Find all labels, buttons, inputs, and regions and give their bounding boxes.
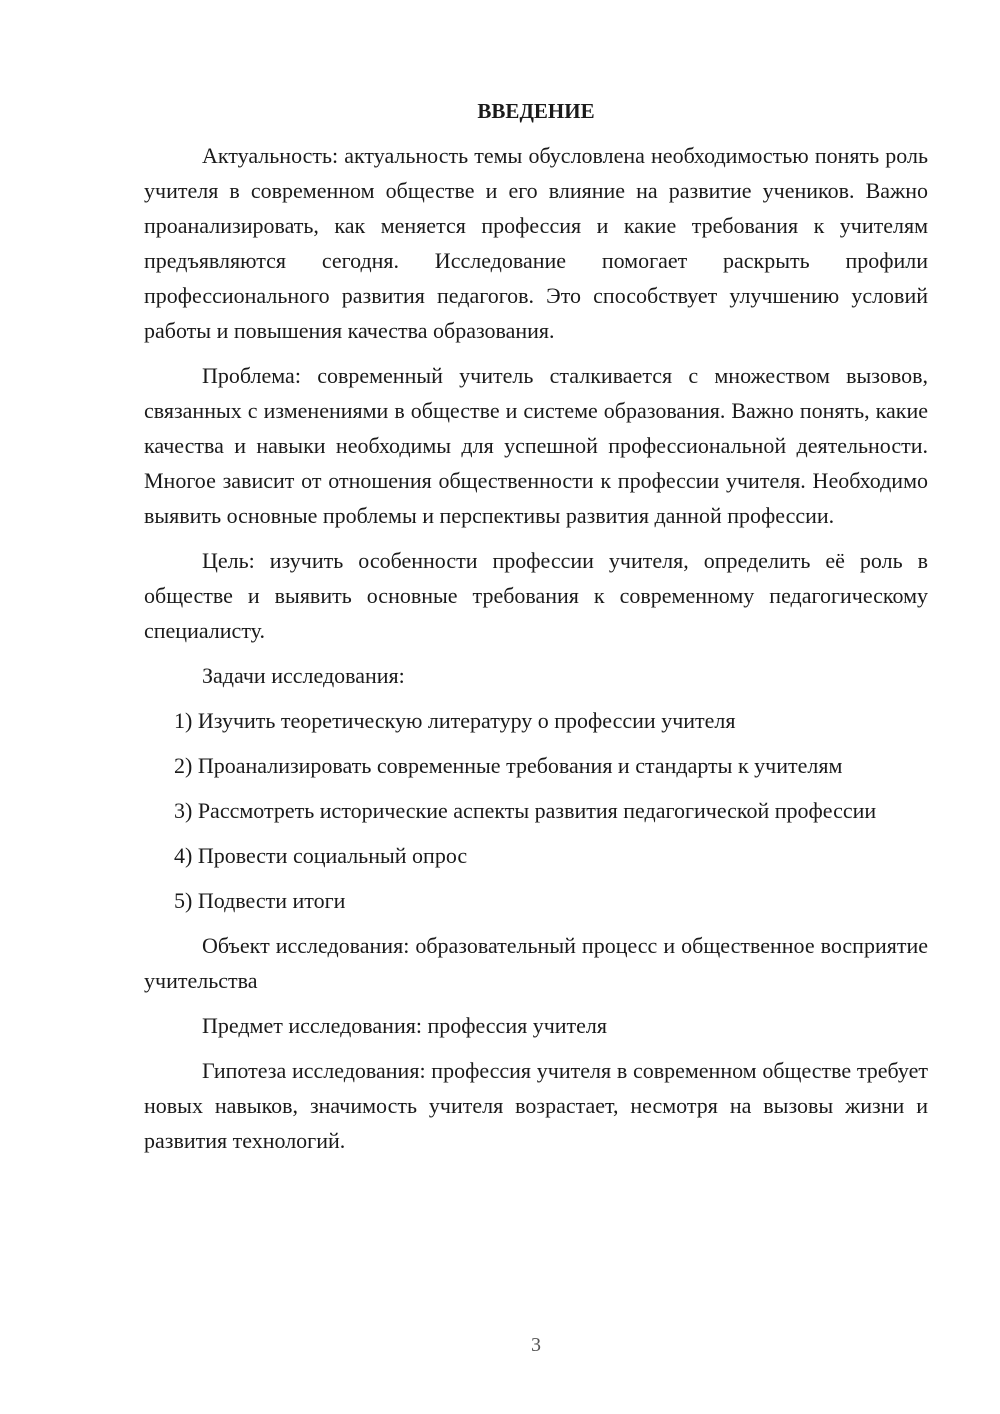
section-title: ВВЕДЕНИЕ bbox=[477, 99, 595, 123]
task-item-1: 1) Изучить теоретическую литературу о профессии учителя bbox=[174, 708, 736, 733]
task-item-5: 5) Подвести итоги bbox=[174, 888, 346, 913]
paragraph-goal: Цель: изучить особенности профессии учителя, определить её роль в обществе и выявить основные требования к современному педагогическому специалисту. bbox=[144, 548, 928, 643]
paragraph-hypothesis: Гипотеза исследования: профессия учителя в современном обществе требует новых навыков, значимость учителя возрастает, несмотря на вызовы жизни и развития технологий. bbox=[144, 1058, 928, 1153]
document-page bbox=[144, 96, 928, 1168]
task-item-3: 3) Рассмотреть исторические аспекты развития педагогической профессии bbox=[174, 798, 877, 823]
paragraph-relevance: Актуальность: актуальность темы обусловлена необходимостью понять роль учителя в современном обществе и его влияние на развитие учеников. Важно проанализировать, как меняется профессия и какие требования к учителям предъявляются сегодня. Исследование помогает раскрыть профили профессионального развития педагогов. Это способствует улучшению условий работы и повышения качества образования. bbox=[144, 143, 928, 343]
tasks-heading: Задачи исследования: bbox=[202, 663, 405, 688]
task-item-2: 2) Проанализировать современные требования и стандарты к учителям bbox=[174, 753, 843, 778]
paragraph-subject: Предмет исследования: профессия учителя bbox=[202, 1013, 608, 1038]
paragraph-problem: Проблема: современный учитель сталкивается с множеством вызовов, связанных с изменениями в обществе и системе образования. Важно понять, какие качества и навыки необходимы для успешной профессиональной деятельности. Многое зависит от отношения общественности к профессии учителя. Необходимо выявить основные проблемы и перспективы развития данной профессии. bbox=[144, 363, 928, 528]
page-number: 3 bbox=[531, 1334, 541, 1356]
paragraph-object: Объект исследования: образовательный процесс и общественное восприятие учительства bbox=[144, 933, 928, 993]
task-item-4: 4) Провести социальный опрос bbox=[174, 843, 468, 868]
